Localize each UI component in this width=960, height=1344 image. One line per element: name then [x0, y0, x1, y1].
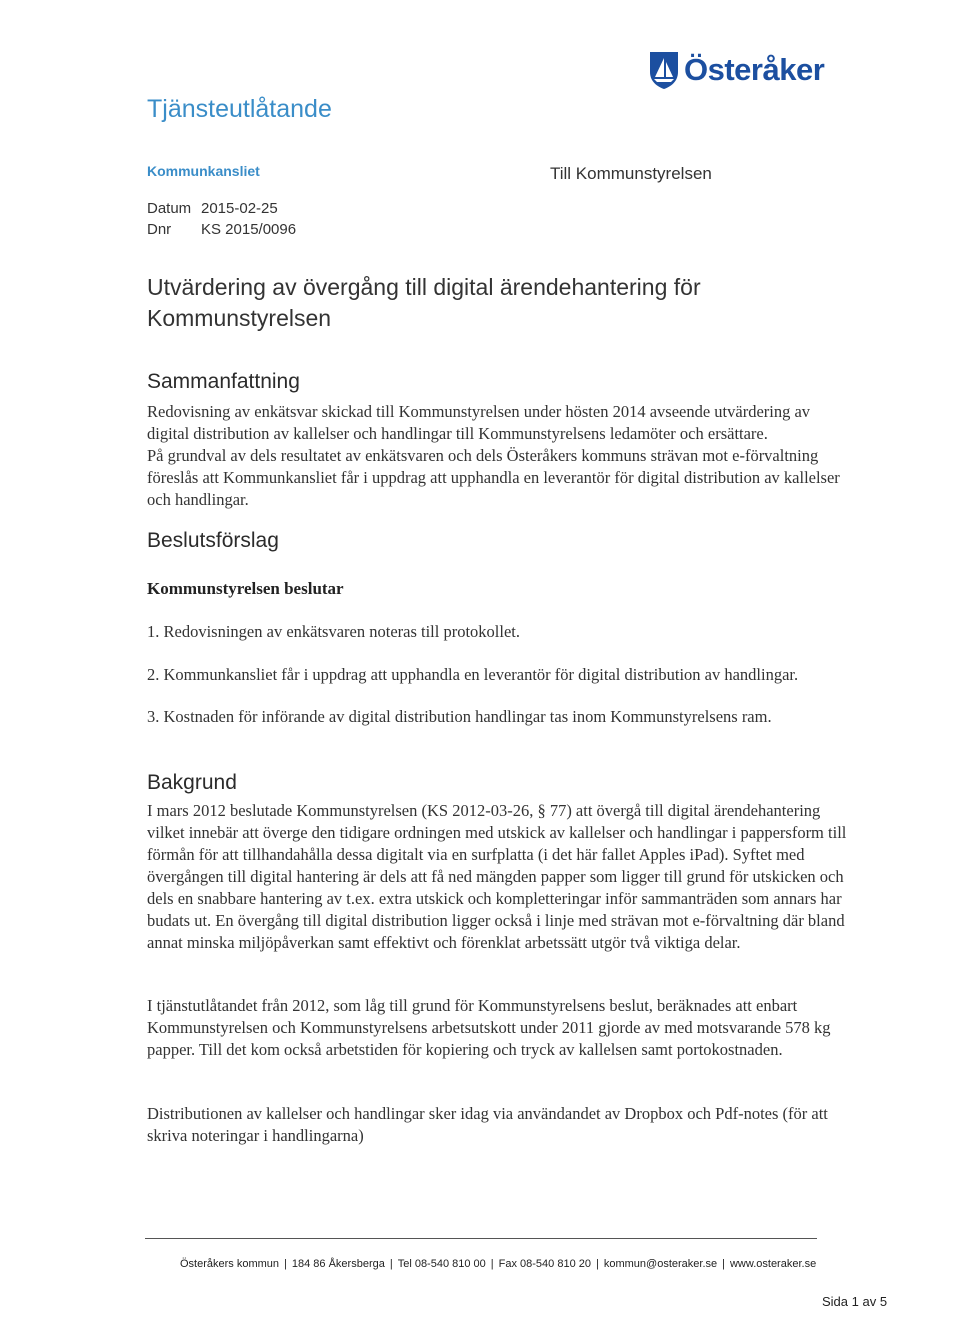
- footer-org: Österåkers kommun: [180, 1258, 280, 1270]
- document-type: Tjänsteutlåtande: [147, 95, 332, 123]
- date-label: Datum: [147, 200, 192, 217]
- footer-fax: Fax 08-540 810 20: [498, 1258, 591, 1270]
- proposal-item-3: 3. Kostnaden för införande av digital distribution handlingar tas inom Kommunstyrelsens ram.: [147, 707, 772, 726]
- date-row: [147, 200, 278, 217]
- recipient: Till Kommunstyrelsen: [550, 164, 712, 183]
- proposal-subheading: Kommunstyrelsen beslutar: [147, 579, 344, 598]
- footer-divider: [145, 1238, 817, 1239]
- date-value: 2015-02-25: [201, 200, 278, 217]
- dnr-label: Dnr: [147, 221, 172, 238]
- osteraker-logo: [648, 50, 824, 90]
- background-paragraph-3: Distributionen av kallelser och handlingar sker idag via användandet av Dropbox och Pdf-notes (för att skriva noteringar i handlingarna): [147, 1104, 828, 1145]
- summary-paragraph-1: Redovisning av enkätsvar skickad till Kommunstyrelsen under hösten 2014 avseende utvärdering av digital distribution av kallelser och handlingar till Kommunstyrelsens ledamöter och ersättare.: [147, 402, 811, 443]
- summary-paragraph-2: På grundval av dels resultatet av enkätsvaren och dels Österåkers kommuns strävan mot e-förvaltning föreslås att Kommunkansliet får i uppdrag att upphandla en leverantör för digital distribution av kallelser och handlingar.: [147, 446, 840, 509]
- footer-tel: Tel 08-540 810 00: [397, 1258, 486, 1270]
- footer-address: 184 86 Åkersberga: [291, 1258, 385, 1270]
- background-paragraph-1: I mars 2012 beslutade Kommunstyrelsen (KS 2012-03-26, § 77) att övergå till digital ärendehantering vilket innebär att överge den tidigare ordningen med utskick av kallelser och handlingar i pappersform till förmån för att tillhandahålla dessa digitalt via en surfplatta (i det här fallet Apples iPad). Syftet med övergången till digital hantering är dels att få ned mängden papper som ligger till grund för utskicken och dels en snabbare hantering av t.ex. extra utskick och kompletteringar inför sammanträden som annars har budats ut. En övergång till digital distribution ligger också i linje med strävan mot e-förvaltning där bland annat minska miljöpåverkan samt effektivt och förenklat arbetssätt utgör två viktiga delar.: [147, 801, 847, 952]
- background-paragraph-2: I tjänstutlåtandet från 2012, som låg till grund för Kommunstyrelsens beslut, beräknades att enbart Kommunstyrelsen och Kommunstyrelsens arbetsutskott under 2011 gjorde av med motsvarande 578 kg papper. Till det kom också arbetstiden för kopiering och tryck av kallelsen samt portokostnaden.: [147, 996, 831, 1059]
- title-line-1: Utvärdering av övergång till digital ärendehantering för: [147, 274, 701, 300]
- document-title: [147, 272, 787, 334]
- page-number: Sida 1 av 5: [822, 1294, 888, 1309]
- proposal-item-1: 1. Redovisningen av enkätsvaren noteras till protokollet.: [147, 622, 520, 641]
- footer-email: kommun@osteraker.se: [603, 1258, 718, 1270]
- footer-web: www.osteraker.se: [729, 1258, 817, 1270]
- summary-heading: Sammanfattning: [147, 370, 300, 393]
- footer: Österåkers kommun | 184 86 Åkersberga | Tel 08-540 810 00 | Fax 08-540 810 20 | kommun@osteraker.se | www.osteraker.se: [180, 1258, 817, 1270]
- department: Kommunkansliet: [147, 163, 260, 179]
- title-line-2: Kommunstyrelsen: [147, 305, 332, 331]
- proposal-item-2: 2. Kommunkansliet får i uppdrag att upphandla en leverantör för digital distribution av handlingar.: [147, 665, 799, 684]
- dnr-value: KS 2015/0096: [201, 221, 297, 238]
- logo-text: Österåker: [684, 52, 825, 87]
- dnr-row: [147, 221, 296, 238]
- proposal-heading: Beslutsförslag: [147, 529, 279, 552]
- background-heading: Bakgrund: [147, 771, 237, 794]
- shield-sailboat-icon: [648, 50, 680, 90]
